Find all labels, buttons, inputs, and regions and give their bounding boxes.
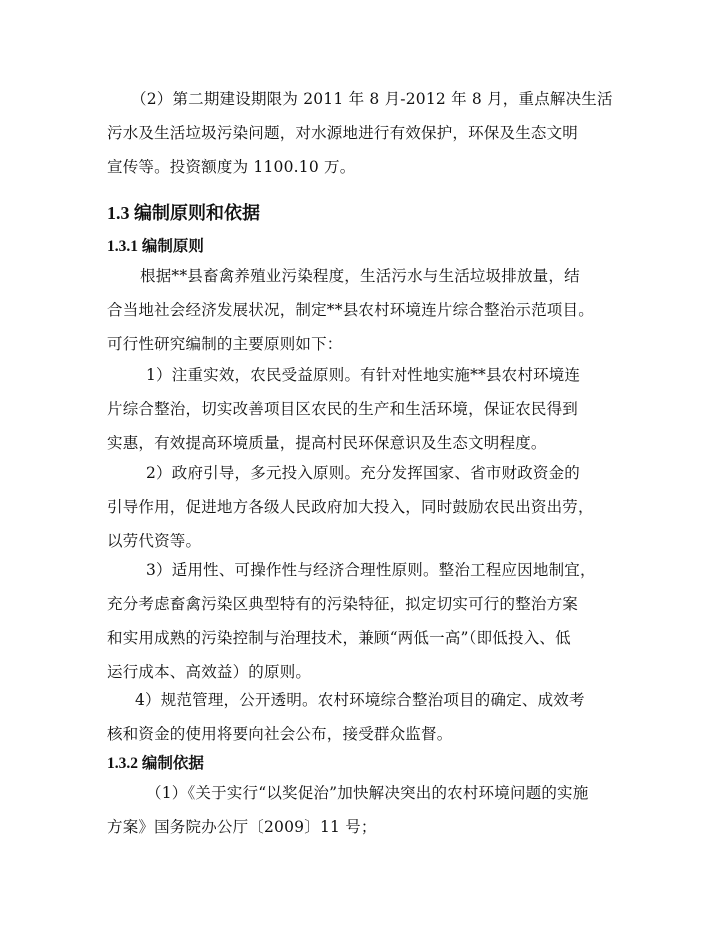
text-line: 可行性研究编制的主要原则如下：: [107, 335, 343, 353]
text-line: 宣传等。投资额度为 1100.10 万。: [107, 158, 356, 176]
text-line: 充分考虑畜禽污染区典型特有的污染特征，拟定切实可行的整治方案: [107, 595, 579, 613]
text-line: 1）注重实效，农民受益原则。有针对性地实施**县农村环境连: [146, 366, 581, 384]
paragraph-intro: [107, 259, 617, 361]
text-line: 实惠，有效提高环境质量，提高村民环保意识及生态文明程度。: [107, 434, 547, 452]
text-line: 和实用成熟的污染控制与治理技术，兼顾“两低一高”（即低投入、低: [107, 629, 571, 647]
text-line: 根据**县畜禽养殖业污染程度，生活污水与生活垃圾排放量，结: [140, 267, 580, 285]
text-line: 核和资金的使用将要向社会公布，接受群众监督。: [107, 725, 453, 743]
principle-2: [107, 456, 617, 558]
text-line: 4）规范管理，公开透明。农村环境综合整治项目的确定、成效考: [135, 691, 585, 709]
section-heading-1-3: 1.3 编制原则和依据: [107, 203, 260, 223]
text-line: 合当地社会经济发展状况，制定**县农村环境连片综合整治示范项目。: [107, 301, 594, 319]
text-line: 运行成本、高效益）的原则。: [107, 663, 312, 681]
principle-1: [107, 358, 617, 460]
text-line: 污水及生活垃圾污染问题，对水源地进行有效保护，环保及生态文明: [107, 124, 579, 142]
principle-3: [107, 553, 617, 689]
subsection-heading-1-3-2: 1.3.2 编制依据: [107, 755, 204, 772]
paragraph-phase2: [107, 82, 617, 184]
text-line: 以劳代资等。: [107, 532, 202, 550]
text-line: （2）第二期建设期限为 2011 年 8 月-2012 年 8 月，重点解决生活: [131, 90, 613, 108]
text-line: 3）适用性、可操作性与经济合理性原则。整治工程应因地制宜，: [146, 561, 596, 579]
text-line: （1）《关于实行“以奖促治”加快解决突出的农村环境问题的实施: [146, 784, 589, 802]
text-line: 方案》国务院办公厅〔2009〕11 号；: [107, 818, 377, 836]
text-line: 片综合整治，切实改善项目区农民的生产和生活环境，保证农民得到: [107, 400, 579, 418]
principle-4: [107, 683, 617, 751]
basis-1: [107, 776, 617, 844]
subsection-heading-1-3-1: 1.3.1 编制原则: [107, 238, 204, 255]
text-line: 引导作用，促进地方各级人民政府加大投入，同时鼓励农民出资出劳，: [107, 498, 594, 516]
text-line: 2）政府引导，多元投入原则。充分发挥国家、省市财政资金的: [146, 464, 580, 482]
